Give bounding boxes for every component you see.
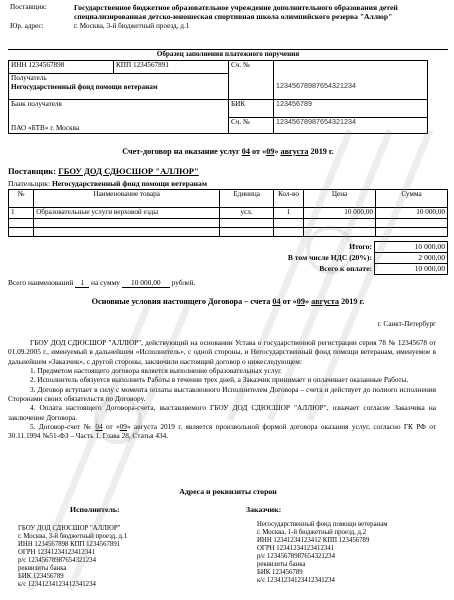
conditions-year: 2019 bbox=[341, 297, 358, 306]
executor-line: ГБОУ ДОД СДЮСШОР "АЛЛЮР" bbox=[18, 525, 121, 532]
invoice-title-prefix: Счет-договор на оказание услуг bbox=[122, 147, 240, 156]
conditions-number: 04 bbox=[272, 297, 281, 306]
invoice-title: Счет-договор на оказание услуг 04 от «09» августа 2019 г. bbox=[122, 147, 334, 156]
bank-value: ПАО «БТВ» г. Москва bbox=[9, 118, 229, 134]
inn: ИНН 1234567898 bbox=[9, 61, 114, 74]
cell-name: Образовательные услуги верховой езды bbox=[34, 208, 220, 219]
customer-line: к/с 12341234123412341234 bbox=[257, 577, 335, 585]
acc-label: Сч. № bbox=[229, 61, 274, 74]
cell-sum: 10 000,00 bbox=[376, 208, 448, 219]
condition-1: 1. Предметом настоящего договора является выполнение образовательных услуг. bbox=[30, 365, 283, 375]
vat-value: 2 000,00 bbox=[375, 253, 448, 264]
invoice-payer-value: Негосударственный фонд помощи ветеранам bbox=[52, 179, 208, 188]
conditions-day: 09 bbox=[296, 297, 305, 306]
sample-title: Образец заполнения платежного поручения bbox=[156, 50, 300, 58]
condition-3: 3. Договор вступает в силу с момента оплаты выставленного Исполнителем Договора – счета и действует до полного исполнения Сторонами своих обязательств по Договору. bbox=[8, 384, 436, 403]
executor-line: г. Москва, 3-й бюджетный проезд, д.1 bbox=[18, 533, 128, 541]
customer-line: ОГРН 12341234123412341 bbox=[257, 545, 334, 553]
customer-line: г. Москва, 1-й бюджетный проезд, д.2 bbox=[257, 529, 367, 537]
executor-line: ИНН 1234567898 КПП 1234567891 bbox=[18, 541, 121, 549]
bik-label: БИК bbox=[229, 100, 274, 118]
customer-line: БИК 123456789 bbox=[257, 569, 303, 577]
invoice-month: августа bbox=[280, 147, 309, 156]
account-number: 12345678987654321234 bbox=[274, 74, 428, 100]
summary-prefix: Всего наименований bbox=[8, 278, 74, 287]
bank-label: Банк получателя bbox=[9, 100, 229, 118]
col-qty: Кол-во bbox=[274, 190, 304, 208]
conditions-title-prefix: Основные условия настоящего Договора – счета bbox=[91, 297, 271, 306]
invoice-year-suffix: г. bbox=[328, 147, 334, 156]
cell-num: 1 bbox=[9, 208, 34, 219]
customer-line: ИНН 12341234123412 КПП 123456789 bbox=[257, 537, 370, 545]
executor-line: к/с 12341234123412341234 bbox=[18, 581, 96, 589]
supplier-label: Поставщик: bbox=[10, 3, 47, 11]
vat-label: В том числе НДС (20%): bbox=[287, 252, 372, 262]
executor-line: ОГРН 12341234123412341 bbox=[18, 549, 95, 557]
bik-value: 123456789 bbox=[274, 100, 428, 118]
conditions-month: августа bbox=[311, 297, 340, 306]
customer-title: Заказчик: bbox=[246, 505, 282, 514]
col-sum: Сумма bbox=[376, 190, 448, 208]
total-value: 10 000,00 bbox=[375, 242, 448, 253]
summary-mid: на сумму bbox=[91, 278, 120, 287]
invoice-day: 09 bbox=[266, 147, 275, 156]
customer-line: реквизиты банка bbox=[257, 561, 306, 569]
summary-suffix: рублей. bbox=[171, 278, 196, 287]
col-price: Цена bbox=[304, 190, 376, 208]
recipient-label: Получатель bbox=[11, 74, 47, 82]
invoice-supplier-value: ГБОУ ДОД СДЮСШОР "АЛЛЮР" bbox=[58, 166, 199, 176]
topay-label: Всего к оплате: bbox=[319, 263, 372, 273]
summary-count: 1 bbox=[75, 278, 89, 288]
col-name: Наименование товара bbox=[34, 190, 220, 208]
executor-title: Исполнитель: bbox=[70, 505, 120, 514]
parties-title: Адреса и реквизиты сторон bbox=[179, 487, 277, 496]
condition-2: 2. Исполнитель обязуется выполнить Работы в течении трех дней, а Заказчик принимает и оплачивает оказанные Работы. bbox=[30, 375, 409, 385]
cell-unit: усл. bbox=[220, 208, 274, 219]
invoice-payer-label: Плательщик: bbox=[8, 179, 51, 188]
customer-line: р/с 12345678987654321234 bbox=[257, 553, 335, 561]
supplier-value: Государственное бюджетное образовательное учреждение дополнительного образования детей специализированная детско-юношеская спортивная школа олимпийского резерва "Аллюр" bbox=[74, 3, 398, 22]
condition-5-day: 09 bbox=[119, 421, 127, 431]
condition-5-number: 04 bbox=[95, 421, 103, 431]
address-label: Юр. адрес: bbox=[10, 21, 44, 30]
condition-5-prefix: 5. Договор-счет № bbox=[30, 421, 92, 431]
recipient-value: Негосударственный фонд помощи ветеранам bbox=[11, 82, 158, 91]
cell-qty: 1 bbox=[274, 208, 304, 219]
corr-account: 12345678987654321234 bbox=[274, 118, 428, 134]
condition-5-month: » августа bbox=[126, 421, 158, 431]
executor-line: р/с 12345678987654321234 bbox=[18, 557, 96, 565]
col-num: № bbox=[9, 190, 34, 208]
condition-5-rest: 2019 г. является произвольной формой договора оказания услуг, согласно ГК РФ от 30.11.1994 №51-ФЗ – Часть 1, Глава 28, Статья 434. bbox=[8, 421, 436, 441]
invoice-year: 2019 bbox=[310, 147, 327, 156]
invoice-supplier-label: Поставщик: bbox=[8, 166, 57, 176]
conditions-intro: ГБОУ ДОД СДЮСШОР "АЛЛЮР", действующий на основании Устава о государственной регистрации серия 78 № 12345678 от 01.09.2005 г., именуемый в дальнейшем «Исполнитель», с одной стороны, и Негосударственный фонд помощи ветеранам, именуемое в дальнейшем «Заказчик», с другой стороны, заключили настоящий договор о нижеследующем: bbox=[8, 338, 436, 366]
city: г. Санкт-Петербург bbox=[377, 320, 436, 328]
total-label: Итого: bbox=[349, 241, 372, 251]
conditions-from: от bbox=[282, 297, 291, 306]
col-unit: Единица bbox=[220, 190, 274, 208]
invoice-from: от bbox=[252, 147, 261, 156]
condition-5-from: от « bbox=[105, 421, 120, 431]
executor-line: БИК 123456789 bbox=[18, 573, 64, 581]
conditions-title: Основные условия настоящего Договора – счета 04 от «09» августа 2019 г. bbox=[91, 297, 365, 306]
customer-line: Негосударственный фонд помощи ветеранам bbox=[257, 521, 388, 528]
condition-4: 4. Оплата настоящего Договора-счета, выставляемого ГБОУ ДОД СДЮСШОР "АЛЛЮР", означает согласие Заказчика на заключение Договора. bbox=[8, 403, 436, 422]
address-value: г. Москва, 3-й бюджетный проезд, д.1 bbox=[74, 21, 190, 30]
summary-amount: 10 000,00 bbox=[122, 278, 170, 288]
invoice-number: 04 bbox=[241, 147, 250, 156]
cell-price: 10 000,00 bbox=[304, 208, 376, 219]
conditions-year-suffix: г. bbox=[359, 297, 365, 306]
topay-value: 10 000,00 bbox=[375, 264, 448, 275]
kpp: КПП 1234567891 bbox=[114, 61, 229, 74]
executor-line: реквизиты банка bbox=[18, 565, 67, 573]
corr-label: Сч. № bbox=[229, 118, 274, 134]
